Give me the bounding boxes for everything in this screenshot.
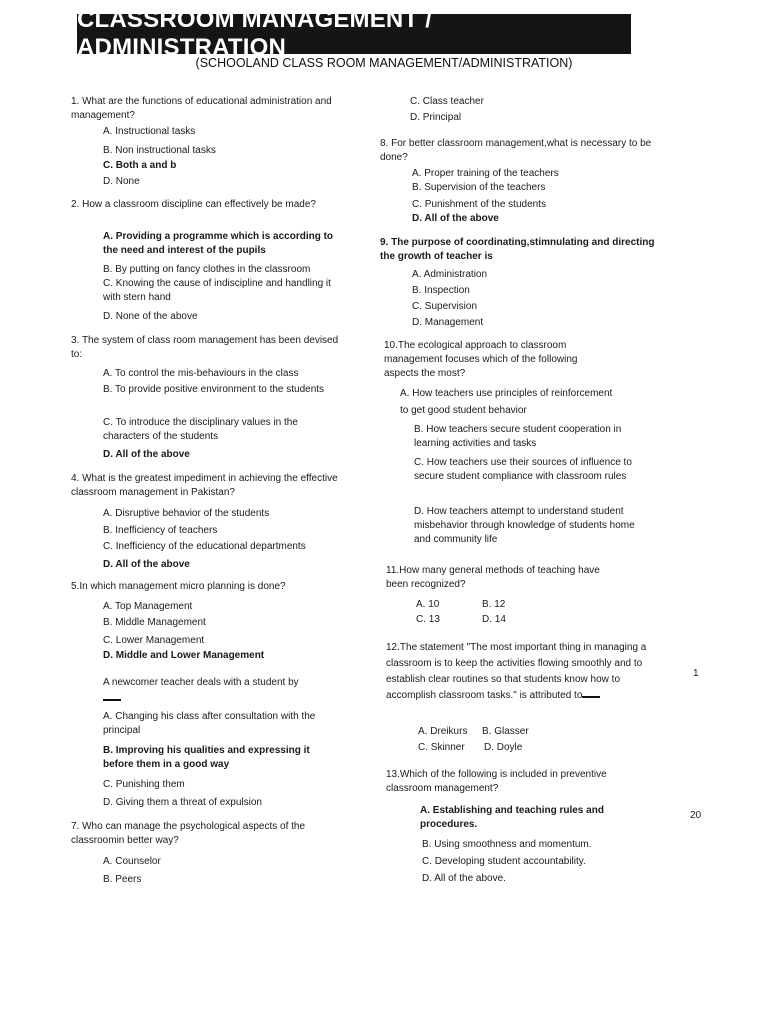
question-5-option-d: D. Middle and Lower Management bbox=[103, 650, 265, 661]
question-5: 5.In which management micro planning is done? bbox=[71, 581, 286, 592]
question-6-option-d: D. Giving them a threat of expulsion bbox=[103, 797, 262, 808]
question-4-option-c: C. Inefficiency of the educational departments bbox=[103, 541, 306, 552]
question-3-option-d: D. All of the above bbox=[103, 449, 190, 460]
question-1-option-b: B. Non instructional tasks bbox=[103, 145, 216, 156]
question-5-option-b: B. Middle Management bbox=[103, 617, 206, 628]
question-12-option-b: B. Glasser bbox=[482, 726, 529, 737]
question-11-option-a: A. 10 bbox=[416, 599, 440, 610]
question-1-option-d: D. None bbox=[103, 176, 140, 187]
question-6: A newcomer teacher deals with a student by bbox=[103, 677, 299, 688]
question-12-option-d: D. Doyle bbox=[484, 742, 523, 753]
question-8-option-b: B. Supervision of the teachers bbox=[412, 182, 546, 193]
question-12 bbox=[386, 640, 650, 704]
question-11-options-row-1 bbox=[416, 598, 616, 612]
question-6-option-b: B. Improving his qualities and expressing it before them in a good way bbox=[103, 745, 310, 770]
question-4-option-a: A. Disruptive behavior of the students bbox=[103, 508, 270, 519]
question-10-option-c: C. How teachers use their sources of influence to secure student compliance with classroom rules bbox=[414, 457, 632, 482]
question-8: 8. For better classroom management,what is necessary to be done? bbox=[380, 138, 652, 163]
question-12-option-c: C. Skinner bbox=[418, 742, 465, 753]
question-9-option-b: B. Inspection bbox=[412, 285, 470, 296]
question-11-option-b: B. 12 bbox=[482, 599, 506, 610]
question-10-option-b: B. How teachers secure student cooperation in learning activities and tasks bbox=[414, 424, 622, 449]
question-8-option-a: A. Proper training of the teachers bbox=[412, 168, 559, 179]
question-11: 11.How many general methods of teaching have been recognized? bbox=[386, 565, 600, 590]
question-9-option-d: D. Management bbox=[412, 317, 484, 328]
question-7-option-d: D. Principal bbox=[410, 112, 462, 123]
question-4-option-b: B. Inefficiency of teachers bbox=[103, 525, 218, 536]
page-subtitle: (SCHOOLAND CLASS ROOM MANAGEMENT/ADMINISTRATION) bbox=[195, 56, 573, 70]
question-6-option-c: C. Punishing them bbox=[103, 779, 185, 790]
question-10-option-a: A. How teachers use principles of reinforcement bbox=[400, 388, 613, 399]
question-13-option-a: A. Establishing and teaching rules and procedures. bbox=[420, 805, 604, 830]
question-6-option-a: A. Changing his class after consultation with the principal bbox=[103, 711, 316, 736]
question-10-option-d: D. How teachers attempt to understand student misbehavior through knowledge of students home and community life bbox=[414, 506, 635, 545]
question-1: 1. What are the functions of educational administration and management? bbox=[71, 96, 332, 121]
question-9-option-c: C. Supervision bbox=[412, 301, 478, 312]
question-8-option-c: C. Punishment of the students bbox=[412, 199, 546, 210]
question-11-option-d: D. 14 bbox=[482, 614, 506, 625]
question-7-option-c: C. Class teacher bbox=[410, 96, 484, 107]
question-3-option-b: B. To provide positive environment to the students bbox=[103, 384, 325, 395]
question-3-option-a: A. To control the mis-behaviours in the class bbox=[103, 368, 299, 379]
question-12-text: 12.The statement "The most important thing in managing a classroom is to keep the activities flowing smoothly and to establish clear routines so that students know how to accomplish classroom tasks." is attributed to bbox=[386, 642, 647, 701]
question-12-options-row-1 bbox=[418, 725, 618, 739]
question-5-option-a: A. Top Management bbox=[103, 601, 193, 612]
page-title-banner: CLASSROOM MANAGEMENT / ADMINISTRATION bbox=[77, 14, 631, 54]
question-2-option-a: A. Providing a programme which is according to the need and interest of the pupils bbox=[103, 231, 334, 256]
question-13-option-d: D. All of the above. bbox=[422, 873, 506, 884]
question-12-options-row-2 bbox=[418, 741, 618, 755]
question-9-option-a: A. Administration bbox=[412, 269, 488, 280]
question-5-option-c: C. Lower Management bbox=[103, 635, 205, 646]
question-11-option-c: C. 13 bbox=[416, 614, 440, 625]
question-7-option-b: B. Peers bbox=[103, 874, 142, 885]
question-13-option-b: B. Using smoothness and momentum. bbox=[422, 839, 592, 850]
question-2-option-b: B. By putting on fancy clothes in the classroom bbox=[103, 264, 311, 275]
question-8-option-d: D. All of the above bbox=[412, 213, 499, 224]
margin-number-bottom: 20 bbox=[690, 810, 702, 821]
question-10: 10.The ecological approach to classroom management focuses which of the following aspects the most? bbox=[384, 340, 578, 379]
question-3: 3. The system of class room management has been devised to: bbox=[71, 335, 339, 360]
question-13-option-c: C. Developing student accountability. bbox=[422, 856, 586, 867]
question-4-option-d: D. All of the above bbox=[103, 559, 190, 570]
question-7-option-a: A. Counselor bbox=[103, 856, 161, 867]
question-2: 2. How a classroom discipline can effectively be made? bbox=[71, 199, 316, 210]
question-3-option-c: C. To introduce the disciplinary values in the characters of the students bbox=[103, 417, 298, 442]
question-9: 9. The purpose of coordinating,stimnulating and directing the growth of teacher is bbox=[380, 237, 655, 262]
question-12-option-a: A. Dreikurs bbox=[418, 726, 468, 737]
question-11-options-row-2 bbox=[416, 613, 616, 627]
question-2-option-d: D. None of the above bbox=[103, 311, 198, 322]
question-13: 13.Which of the following is included in preventive classroom management? bbox=[386, 769, 607, 794]
question-1-option-c: C. Both a and b bbox=[103, 160, 177, 171]
question-4: 4. What is the greatest impediment in achieving the effective classroom management in Pakistan? bbox=[71, 473, 338, 498]
question-7: 7. Who can manage the psychological aspects of the classroomin better way? bbox=[71, 821, 306, 846]
margin-number-top: 1 bbox=[693, 668, 699, 679]
question-2-option-c: C. Knowing the cause of indiscipline and handling it with stern hand bbox=[103, 278, 331, 303]
question-1-option-a: A. Instructional tasks bbox=[103, 126, 196, 137]
question-10-option-a-cont: to get good student behavior bbox=[400, 405, 527, 416]
answer-blank bbox=[582, 690, 600, 698]
answer-blank bbox=[103, 692, 121, 706]
